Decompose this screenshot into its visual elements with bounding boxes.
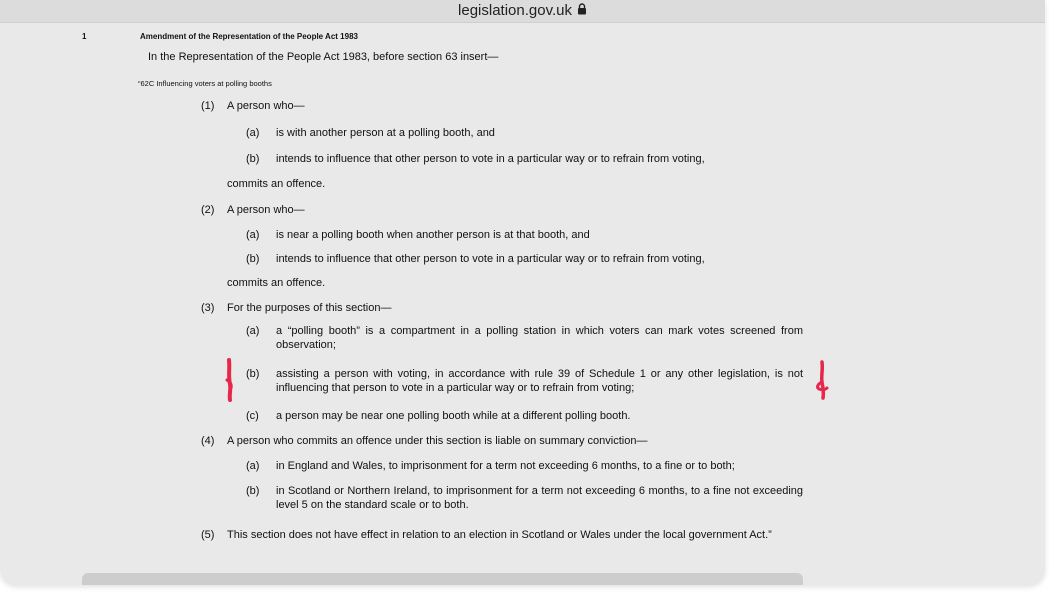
paragraph-text: a person may be near one polling booth while at a different polling booth.	[276, 410, 631, 422]
address-domain[interactable]: legislation.gov.uk	[458, 2, 572, 19]
subsection-number: (2)	[201, 204, 215, 216]
subsection-tail: commits an offence.	[227, 277, 326, 289]
paragraph-text: is with another person at a polling booth, and	[276, 127, 495, 139]
document-page	[0, 22, 1045, 577]
paragraph-label: (a)	[246, 460, 260, 472]
paragraph-text: intends to influence that other person to vote in a particular way or to refrain from voting,	[276, 253, 705, 265]
paragraph-text: assisting a person with voting, in accordance with rule 39 of Schedule 1 or any other legislation, is not influencing that person to vote in a particular way or to refrain from voting;	[276, 368, 803, 394]
new-section-heading: “62C Influencing voters at polling booths	[138, 79, 272, 88]
subsection-number: (4)	[201, 435, 215, 447]
paragraph-text: intends to influence that other person to vote in a particular way or to refrain from voting,	[276, 153, 705, 165]
paragraph-label: (b)	[246, 368, 260, 380]
lock-icon	[577, 0, 587, 22]
subsection-text: For the purposes of this section—	[227, 302, 392, 314]
subsection-text: A person who—	[227, 100, 305, 112]
subsection-number: (1)	[201, 100, 215, 112]
paragraph-label: (a)	[246, 325, 260, 337]
left-annotation-mark	[222, 358, 238, 402]
paragraph-label: (b)	[246, 253, 260, 265]
subsection-number: (5)	[201, 529, 215, 541]
clause-heading: Amendment of the Representation of the People Act 1983	[140, 32, 358, 41]
paragraph-text: in England and Wales, to imprisonment for a term not exceeding 6 months, to a fine or to both;	[276, 460, 735, 472]
clause-number: 1	[82, 32, 87, 41]
subsection-number: (3)	[201, 302, 215, 314]
subsection-tail: commits an offence.	[227, 178, 326, 190]
paragraph-label: (b)	[246, 485, 260, 497]
paragraph-label: (b)	[246, 153, 260, 165]
intro-text: In the Representation of the People Act 1983, before section 63 insert—	[148, 51, 499, 63]
paragraph-text: in Scotland or Northern Ireland, to imprisonment for a term not exceeding 6 months, to a fine not exceeding level 5 on the standard scale or to both.	[276, 485, 803, 511]
paragraph-label: (a)	[246, 229, 260, 241]
subsection-text: This section does not have effect in relation to an election in Scotland or Wales under the local government Act.”	[227, 529, 772, 541]
subsection-text: A person who commits an offence under this section is liable on summary conviction—	[227, 435, 648, 447]
paragraph-text: is near a polling booth when another person is at that booth, and	[276, 229, 590, 241]
address-bar[interactable]	[0, 0, 1045, 23]
paragraph-label: (c)	[246, 410, 259, 422]
horizontal-scrollbar[interactable]	[82, 573, 803, 585]
paragraph-text: a “polling booth” is a compartment in a polling station in which voters can mark votes screened from observation;	[276, 325, 803, 351]
paragraph-label: (a)	[246, 127, 260, 139]
right-annotation-mark	[812, 360, 832, 402]
subsection-text: A person who—	[227, 204, 305, 216]
